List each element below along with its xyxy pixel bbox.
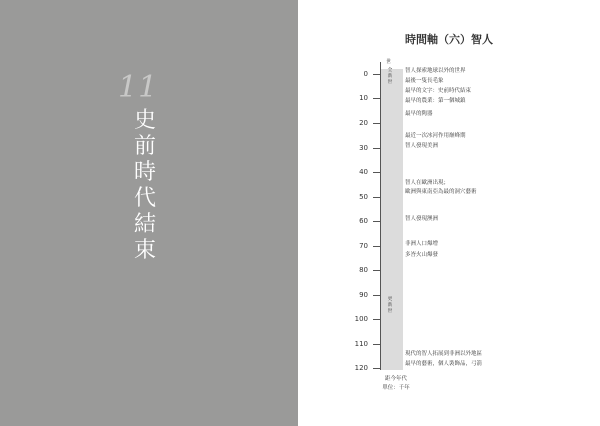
tick-mark	[373, 172, 380, 173]
timeline-event: 智人在歐洲出現；	[405, 180, 450, 186]
tick-label: 70	[359, 242, 368, 250]
timeline-event: 最早的陶器	[405, 111, 433, 117]
tick-label: 120	[354, 364, 368, 372]
tick-mark	[373, 319, 380, 320]
timeline-event: 現代的智人拓展到非洲以外地區	[405, 351, 483, 357]
tick-label: 40	[359, 168, 368, 176]
tick-label: 0	[363, 70, 368, 78]
timeline-event: 最後一隻長毛象	[405, 78, 444, 84]
tick-label: 20	[359, 119, 368, 127]
axis-note-unit: 單位：千年	[382, 385, 410, 391]
timeline-event: 最早的農業：第一個城鎮	[405, 98, 466, 104]
timeline-title: 時間軸（六）智人	[405, 33, 493, 46]
tick-mark	[373, 295, 380, 296]
chapter-number: 11	[118, 70, 159, 105]
tick-mark	[373, 98, 380, 99]
timeline-event: 智人發現美洲	[405, 143, 439, 149]
timeline-event: 最早的藝術，個人裝飾品，弓箭	[405, 361, 483, 367]
tick-mark	[373, 148, 380, 149]
tick-label: 50	[359, 193, 368, 201]
tick-label: 80	[359, 266, 368, 274]
chapter-title: 史前時代結束	[133, 108, 156, 263]
axis-note-years: 距今年代	[384, 376, 407, 382]
axis-head-label: 世	[386, 59, 392, 65]
timeline-event: 多峇火山爆發	[405, 252, 439, 258]
tick-mark	[373, 221, 380, 222]
era-pleistocene: 更新世	[387, 297, 393, 314]
timeline-event: 智人探索地球以外的世界	[405, 68, 466, 74]
tick-mark	[373, 368, 380, 369]
timeline-event: 智人發現澳洲	[405, 216, 439, 222]
tick-mark	[373, 74, 380, 75]
tick-label: 100	[354, 315, 368, 323]
tick-mark	[373, 270, 380, 271]
tick-mark	[373, 197, 380, 198]
tick-label: 60	[359, 217, 368, 225]
timeline-bar	[380, 69, 403, 370]
timeline-event: 非洲人口爆增	[405, 241, 439, 247]
tick-label: 30	[359, 144, 368, 152]
timeline-event: 最早的文字：史前時代結束	[405, 88, 472, 94]
timeline-event: 歐洲與東南亞為最的洞穴藝術	[405, 189, 477, 195]
tick-mark	[373, 123, 380, 124]
tick-mark	[373, 246, 380, 247]
timeline-event: 最近一次冰河作用巔峰期	[405, 133, 466, 139]
tick-mark	[373, 344, 380, 345]
era-holocene: 全新世	[387, 68, 393, 85]
chapter-page	[0, 0, 298, 426]
timeline-axis	[380, 62, 381, 370]
tick-label: 110	[354, 340, 368, 348]
tick-label: 90	[359, 291, 368, 299]
tick-label: 10	[359, 94, 368, 102]
